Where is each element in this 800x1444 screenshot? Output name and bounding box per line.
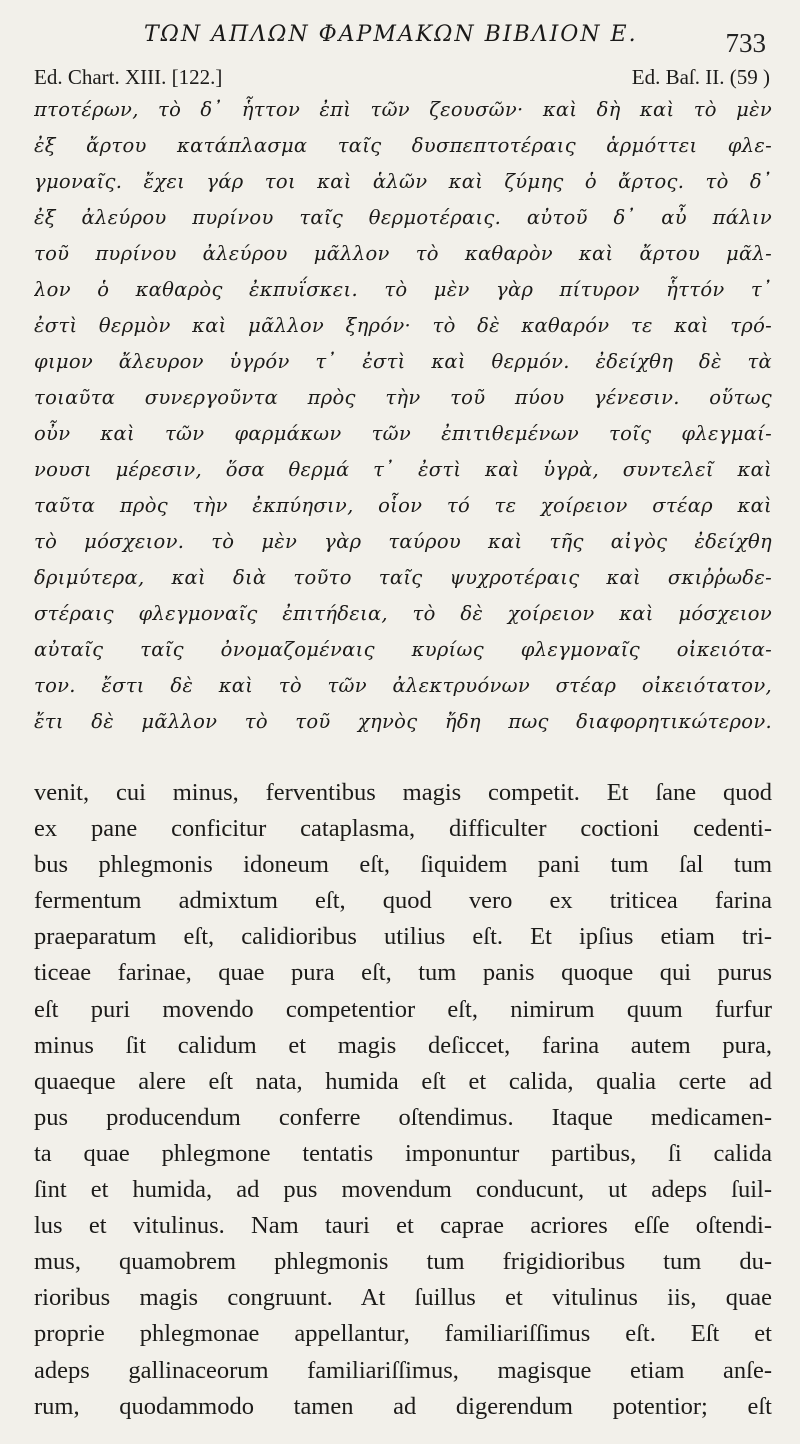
greek-line: αὐταῖς ταῖς ὀνομαζομέναις κυρίως φλεγμοναῖς οἰκειότα- xyxy=(34,638,772,661)
latin-line: adeps gallinaceorum familiariſſimus, magisque etiam anſe- xyxy=(34,1356,772,1384)
greek-line: πτοτέρων, τὸ δ᾽ ἧττον ἐπὶ τῶν ζεουσῶν· καὶ δὴ καὶ τὸ μὲν xyxy=(34,98,772,121)
latin-text-block xyxy=(34,775,772,1425)
block-separator xyxy=(34,740,772,775)
greek-text-block xyxy=(34,92,772,740)
edition-left: Ed. Chart. XIII. [122.] xyxy=(34,65,223,89)
latin-line: venit, cui minus, ferventibus magis competit. Et ſane quod xyxy=(34,779,772,806)
latin-line: ticeae farinae, quae pura eſt, tum panis quoque qui purus xyxy=(34,959,772,987)
greek-line: λον ὁ καθαρὸς ἐκπυΐσκει. τὸ μὲν γὰρ πίτυρον ἧττόν τ᾽ xyxy=(34,278,772,301)
latin-line: rum, quodammodo tamen ad digerendum potentior; eſt xyxy=(34,1392,772,1420)
latin-line: quaeque alere eſt nata, humida eſt et calida, qualia certe ad xyxy=(34,1067,772,1095)
latin-line: pus producendum conferre oſtendimus. Itaque medicamen- xyxy=(34,1103,772,1131)
greek-line: γμοναῖς. ἔχει γάρ τοι καὶ ἁλῶν καὶ ζύμης ὁ ἄρτος. τὸ δ᾽ xyxy=(34,170,772,193)
edition-right: Ed. Baſ. II. (59 ) xyxy=(631,65,770,89)
latin-line: bus phlegmonis idoneum eſt, ſiquidem pani tum ſal tum xyxy=(34,851,772,879)
running-head xyxy=(34,0,772,58)
latin-line: proprie phlegmonae appellantur, familiariſſimus eſt. Eſt et xyxy=(34,1320,772,1348)
greek-line: τοῦ πυρίνου ἀλεύρου μᾶλλον τὸ καθαρὸν καὶ ἄρτου μᾶλ- xyxy=(34,242,772,265)
greek-line: δριμύτερα, καὶ διὰ τοῦτο ταῖς ψυχροτέραις καὶ σκιῤῥωδε- xyxy=(34,566,772,589)
latin-line: praeparatum eſt, calidioribus utilius eſt. Et ipſius etiam tri- xyxy=(34,923,772,951)
greek-line: ἐξ ἄρτου κατάπλασμα ταῖς δυσπεπτοτέραις ἁρμόττει φλε- xyxy=(34,134,772,157)
greek-line: ταῦτα πρὸς τὴν ἐκπύησιν, οἷον τό τε χοίρειον στέαρ καὶ xyxy=(34,494,772,517)
latin-line: rioribus magis congruunt. At ſuillus et vitulinus iis, quae xyxy=(34,1284,772,1312)
latin-line: eſt puri movendo competentior eſt, nimirum quum furfur xyxy=(34,995,772,1023)
greek-line: ἐξ ἀλεύρου πυρίνου ταῖς θερμοτέραις. αὐτοῦ δ᾽ αὖ πάλιν xyxy=(34,206,772,229)
latin-line: fermentum admixtum eſt, quod vero ex triticea farina xyxy=(34,887,772,915)
latin-line: ex pane conficitur cataplasma, difficulter coctioni cedenti- xyxy=(34,815,772,843)
greek-line: νουσι μέρεσιν, ὅσα θερμά τ᾽ ἐστὶ καὶ ὑγρὰ, συντελεῖ καὶ xyxy=(34,458,772,481)
greek-line: ἔτι δὲ μᾶλλον τὸ τοῦ χηνὸς ἤδη πως διαφορητικώτερον. xyxy=(34,710,772,733)
greek-line: τον. ἔστι δὲ καὶ τὸ τῶν ἀλεκτρυόνων στέαρ οἰκειότατον, xyxy=(34,674,772,697)
greek-line: τὸ μόσχειον. τὸ μὲν γὰρ ταύρου καὶ τῆς αἰγὸς ἐδείχθη xyxy=(34,530,772,553)
greek-line: στέραις φλεγμοναῖς ἐπιτήδεια, τὸ δὲ χοίρειον καὶ μόσχειον xyxy=(34,602,772,625)
greek-line: φιμον ἄλευρον ὑγρόν τ᾽ ἐστὶ καὶ θερμόν. ἐδείχθη δὲ τὰ xyxy=(34,350,772,373)
greek-line: ἐστὶ θερμὸν καὶ μᾶλλον ξηρόν· τὸ δὲ καθαρόν τε καὶ τρό- xyxy=(34,314,772,337)
edition-line xyxy=(34,62,772,92)
greek-line: τοιαῦτα συνεργοῦντα πρὸς τὴν τοῦ πύου γένεσιν. οὕτως xyxy=(34,386,772,409)
latin-line: minus ſit calidum et magis deſiccet, farina autem pura, xyxy=(34,1031,772,1059)
latin-line: lus et vitulinus. Nam tauri et caprae acriores eſſe oſtendi- xyxy=(34,1212,772,1240)
latin-line: mus, quamobrem phlegmonis tum frigidioribus tum du- xyxy=(34,1248,772,1276)
running-title: ΤΩΝ ΑΠΛΩΝ ΦΑΡΜΑΚΩΝ ΒΙΒΛΙΟΝ Ε. xyxy=(144,22,638,47)
page-number: 733 xyxy=(725,28,766,58)
latin-line: ſint et humida, ad pus movendum conducunt, ut adeps ſuil- xyxy=(34,1176,772,1204)
greek-line: οὖν καὶ τῶν φαρμάκων τῶν ἐπιτιθεμένων τοῖς φλεγμαί- xyxy=(34,422,772,445)
latin-line: ta quae phlegmone tentatis imponuntur partibus, ſi calida xyxy=(34,1139,772,1167)
